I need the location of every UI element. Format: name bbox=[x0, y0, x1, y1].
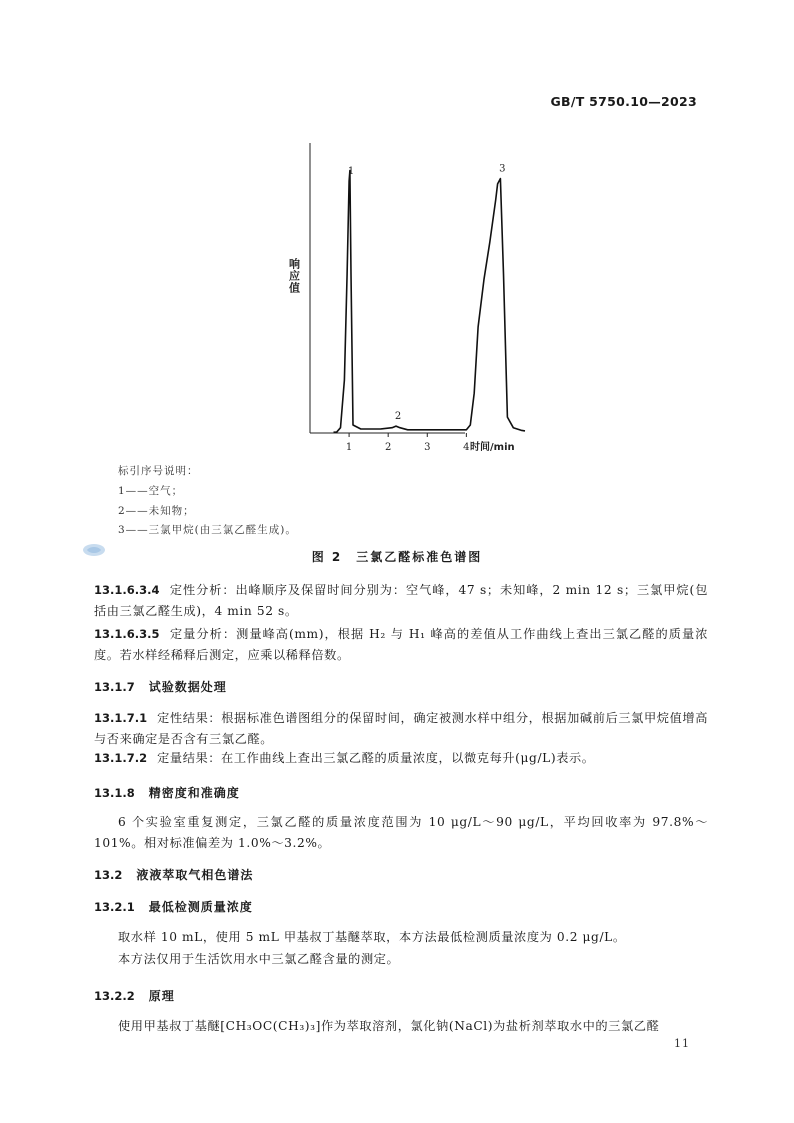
page-number: 11 bbox=[674, 1037, 690, 1050]
heading-title: 最低检测质量浓度 bbox=[148, 900, 253, 914]
heading-number: 13.1.7 bbox=[94, 680, 135, 694]
heading-title: 精密度和准确度 bbox=[148, 786, 240, 800]
heading-13-2-1 bbox=[94, 898, 253, 915]
heading-number: 13.2 bbox=[94, 868, 123, 882]
chart-series bbox=[334, 171, 526, 433]
clause-number: 13.1.6.3.4 bbox=[94, 583, 160, 597]
scope-paragraph: 本方法仅用于生活饮用水中三氯乙醛含量的测定。 bbox=[118, 952, 400, 966]
precision-paragraph: 6 个实验室重复测定，三氯乙醛的质量浓度范围为 10 μg/L～90 μg/L，平均回收率为 97.8%～101%。相对标准偏差为 1.0%～3.2%。 bbox=[94, 815, 708, 850]
series-line-1 bbox=[334, 171, 526, 433]
peak-label-2: 2 bbox=[394, 411, 402, 423]
peak-label-3: 3 bbox=[499, 163, 506, 175]
x-tick-label: 4 bbox=[463, 442, 470, 453]
legend-item-1: 1——空气； bbox=[118, 485, 184, 497]
clause-number: 13.1.7.1 bbox=[94, 711, 148, 725]
legend-item-2: 2——未知物； bbox=[118, 505, 195, 517]
heading-13-1-7 bbox=[94, 678, 227, 695]
clause-13-1-6-3-4 bbox=[94, 580, 708, 622]
clause-number: 13.1.7.2 bbox=[94, 751, 148, 765]
clause-text: 定性结果：根据标准色谱图组分的保留时间，确定被测水样中组分，根据加碱前后三氯甲烷值增高与否来确定是否含有三氯乙醛。 bbox=[94, 711, 708, 746]
chart-ticks bbox=[346, 433, 470, 453]
clause-text: 定量分析：测量峰高(mm)，根据 H₂ 与 H₁ 峰高的差值从工作曲线上查出三氯乙醛的质量浓度。若水样经稀释后测定，应乘以稀释倍数。 bbox=[94, 627, 708, 662]
legend-item-3: 3——三氯甲烷(由三氯乙醛生成)。 bbox=[118, 524, 297, 536]
heading-number: 13.2.2 bbox=[94, 989, 135, 1003]
principle-paragraph: 使用甲基叔丁基醚[CH₃OC(CH₃)₃]作为萃取溶剂，氯化钠(NaCl)为盐析剂萃取水中的三氯乙醛 bbox=[118, 1019, 660, 1033]
clause-text: 定性分析：出峰顺序及保留时间分别为：空气峰，47 s；未知峰，2 min 12 s；三氯甲烷(包括由三氯乙醛生成)，4 min 52 s。 bbox=[94, 583, 708, 618]
x-tick-label: 2 bbox=[384, 442, 392, 453]
clause-text: 定量结果：在工作曲线上查出三氯乙醛的质量浓度，以微克每升(μg/L)表示。 bbox=[157, 751, 595, 765]
clause-number: 13.1.6.3.5 bbox=[94, 627, 160, 641]
peak-label-1: 1 bbox=[347, 166, 355, 178]
chart-axes bbox=[310, 143, 465, 433]
heading-title: 试验数据处理 bbox=[148, 680, 227, 694]
figure-caption: 图 2 三氯乙醛标准色谱图 bbox=[311, 550, 483, 564]
x-axis-label: 时间/min bbox=[470, 442, 515, 453]
heading-13-2 bbox=[94, 866, 253, 883]
clause-13-1-7-1 bbox=[94, 708, 708, 750]
clause-13-1-6-3-5 bbox=[94, 624, 708, 666]
heading-13-2-2 bbox=[94, 987, 175, 1004]
clause-13-1-7-2 bbox=[94, 748, 708, 769]
chromatogram-chart bbox=[280, 138, 530, 458]
heading-title: 原理 bbox=[148, 989, 175, 1003]
x-tick-label: 1 bbox=[345, 442, 353, 453]
heading-number: 13.1.8 bbox=[94, 786, 135, 800]
y-axis-label: 响应值 bbox=[287, 258, 301, 294]
heading-number: 13.2.1 bbox=[94, 900, 135, 914]
heading-title: 液液萃取气相色谱法 bbox=[136, 868, 254, 882]
detection-limit-paragraph: 取水样 10 mL，使用 5 mL 甲基叔丁基醚萃取，本方法最低检测质量浓度为 0.2 μg/L。 bbox=[118, 930, 626, 944]
standard-number: GB/T 5750.10—2023 bbox=[550, 94, 697, 109]
legend-title: 标引序号说明： bbox=[118, 465, 199, 477]
heading-13-1-8 bbox=[94, 784, 240, 801]
x-tick-label: 3 bbox=[424, 442, 431, 453]
